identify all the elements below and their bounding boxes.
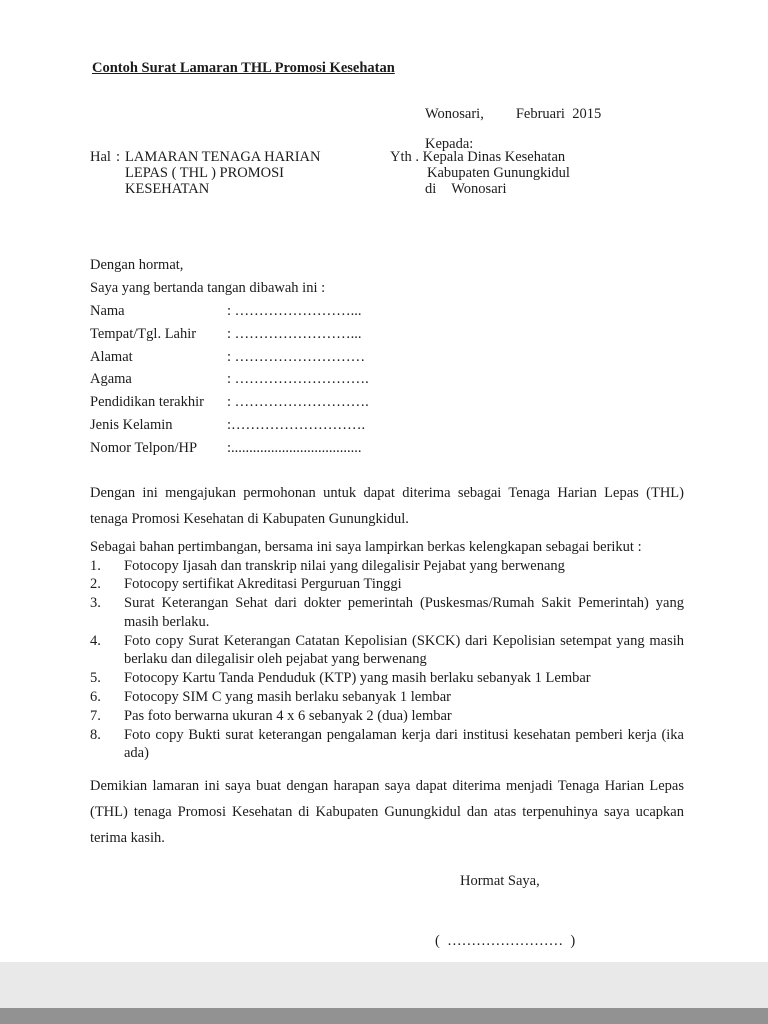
attachments-list xyxy=(90,557,684,763)
recipient-line2: Kabupaten Gunungkidul xyxy=(427,164,570,181)
attachment-text: Foto copy Surat Keterangan Catatan Kepolisian (SKCK) dari Kepolisian setempat yang masih berlaku dan dilegalisir oleh pejabat yang berwenang xyxy=(124,632,684,668)
attachment-text: Pas foto berwarna ukuran 4 x 6 sebanyak 2 (dua) lembar xyxy=(124,707,452,724)
form-field-row xyxy=(90,439,684,462)
attachment-number: 6. xyxy=(90,688,101,705)
attachment-item xyxy=(90,594,684,631)
field-value-dots: : ………………………. xyxy=(227,371,369,388)
subject-label: Hal xyxy=(90,149,111,165)
field-label: Nama xyxy=(90,303,125,319)
field-label: Jenis Kelamin xyxy=(90,416,173,433)
field-label: Nomor Telpon/HP xyxy=(90,439,198,456)
field-label: Agama xyxy=(90,371,132,388)
subject-colon: : xyxy=(116,149,121,165)
field-value-dots: :………………………. xyxy=(227,416,366,433)
document-title: Contoh Surat Lamaran THL Promosi Kesehatan xyxy=(92,60,395,76)
attachment-item xyxy=(90,726,684,763)
recipient-di: di xyxy=(425,180,437,197)
attachment-text: Fotocopy SIM C yang masih berlaku sebanyak 1 lembar xyxy=(124,688,451,705)
attachment-item xyxy=(90,669,684,687)
attachment-item xyxy=(90,575,684,593)
attachment-number: 5. xyxy=(90,670,101,687)
attachment-number: 1. xyxy=(90,557,101,574)
field-label: Alamat xyxy=(90,348,133,365)
subject-text-line3: KESEHATAN xyxy=(125,180,210,197)
field-value-dots: : ……………………... xyxy=(227,325,362,342)
field-value-dots: : ……………………… xyxy=(227,348,366,365)
recipient-city: Wonosari xyxy=(451,180,507,197)
attachments-intro: Sebagai bahan pertimbangan, bersama ini saya lampirkan berkas kelengkapan sebagai berikut : xyxy=(90,538,642,555)
paragraph-application: Dengan ini mengajukan permohonan untuk dapat diterima sebagai Tenaga Harian Lepas (THL) tenaga Promosi Kesehatan di Kabupaten Gunungkidul. xyxy=(90,484,684,527)
attachment-number: 2. xyxy=(90,576,101,593)
attachment-text: Foto copy Bukti surat keterangan pengalaman kerja dari institusi kesehatan pemberi kerja (ika ada) xyxy=(124,726,684,762)
attachment-item xyxy=(90,707,684,725)
form-field-row xyxy=(90,325,684,348)
attachment-text: Fotocopy Ijasah dan transkrip nilai yang dilegalisir Pejabat yang berwenang xyxy=(124,557,565,574)
viewer-bottom-bar xyxy=(0,1008,768,1024)
recipient-line1: Yth . Kepala Dinas Kesehatan xyxy=(390,149,566,165)
signature-placeholder: ( …………………… ) xyxy=(435,932,576,949)
attachment-number: 7. xyxy=(90,707,101,724)
kepada-label: Kepada: xyxy=(425,136,474,152)
attachment-number: 8. xyxy=(90,726,101,743)
field-label: Pendidikan terakhir xyxy=(90,394,204,411)
form-field-row xyxy=(90,348,684,371)
field-value-dots: : ……………………... xyxy=(227,303,362,319)
form-fields xyxy=(90,302,684,462)
subject-text-line1: LAMARAN TENAGA HARIAN xyxy=(125,149,321,165)
attachment-item xyxy=(90,632,684,669)
form-field-row xyxy=(90,370,684,393)
attachment-item xyxy=(90,557,684,575)
attachment-text: Surat Keterangan Sehat dari dokter pemerintah (Puskesmas/Rumah Sakit Pemerintah) yang masih berlaku. xyxy=(124,595,684,630)
attachment-number: 4. xyxy=(90,632,101,649)
viewer-gap xyxy=(0,962,768,1008)
salutation: Dengan hormat, xyxy=(90,257,184,273)
attachment-text: Fotocopy sertifikat Akreditasi Perguruan Tinggi xyxy=(124,576,402,593)
subject-block xyxy=(90,150,320,197)
attachment-item xyxy=(90,688,684,706)
signature-label: Hormat Saya, xyxy=(460,872,540,889)
paragraph-closing: Demikian lamaran ini saya buat dengan harapan saya dapat diterima menjadi Tenaga Harian Lepas (THL) tenaga Promosi Kesehatan di Kabupaten Gunungkidul dan atas terpenuhinya saya ucapkan terima kasih. xyxy=(90,777,684,846)
subject-text-line2: LEPAS ( THL ) PROMOSI xyxy=(125,164,284,181)
field-value-dots: : ………………………. xyxy=(227,394,369,411)
field-value-dots: :.................................... xyxy=(227,439,362,456)
attachment-number: 3. xyxy=(90,595,101,612)
attachment-text: Fotocopy Kartu Tanda Penduduk (KTP) yang masih berlaku sebanyak 1 Lembar xyxy=(124,670,591,687)
recipient-block xyxy=(390,150,570,197)
recipient-line3 xyxy=(390,182,570,198)
date-city: Wonosari, xyxy=(425,106,484,122)
letter-body xyxy=(90,256,684,951)
form-field-row xyxy=(90,416,684,439)
intro-line: Saya yang bertanda tangan dibawah ini : xyxy=(90,280,326,296)
date-month-year: Februari 2015 xyxy=(515,106,602,122)
field-label: Tempat/Tgl. Lahir xyxy=(90,325,197,342)
form-field-row xyxy=(90,393,684,416)
form-field-row xyxy=(90,302,684,325)
subject-line1 xyxy=(90,150,320,166)
date-line xyxy=(425,106,601,123)
